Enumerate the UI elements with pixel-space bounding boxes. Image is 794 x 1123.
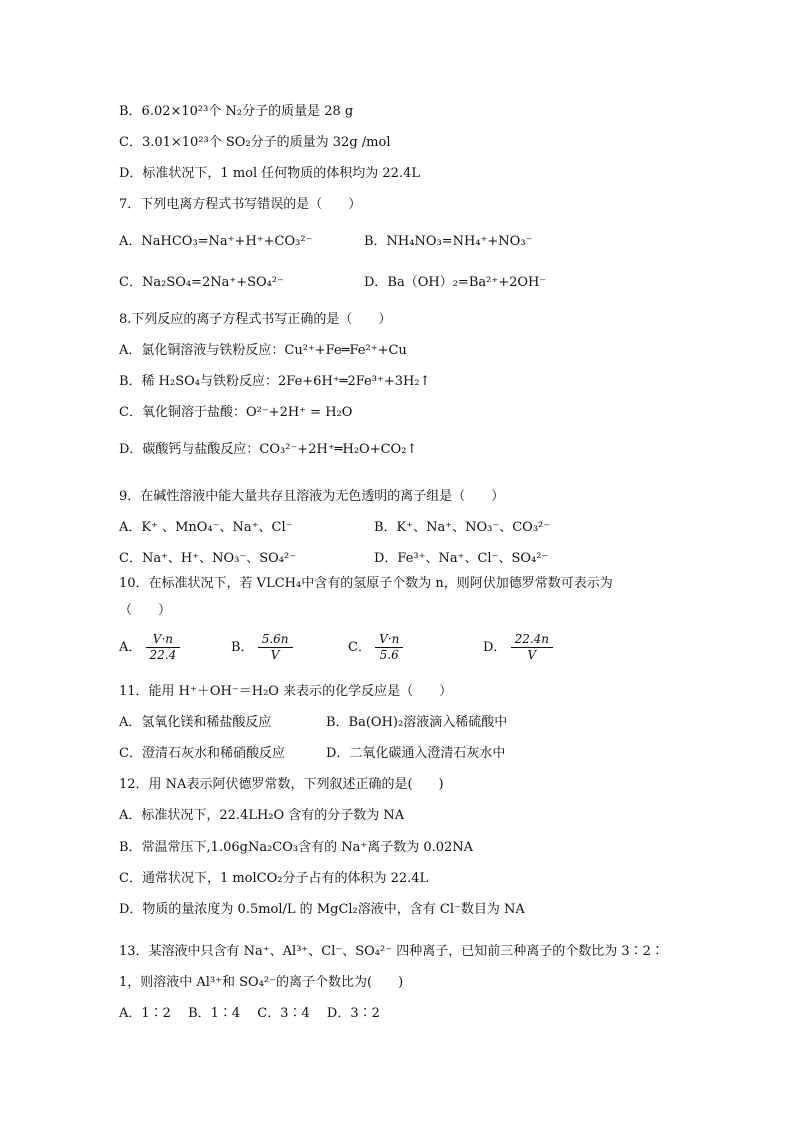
q11-option-d: D．二氧化碳通入澄清石灰水中 bbox=[326, 746, 506, 761]
q9-stem: 9．在碱性溶液中能大量共存且溶液为无色透明的离子组是（ ） bbox=[119, 489, 505, 504]
q8-stem: 8.下列反应的离子方程式书写正确的是（ ） bbox=[119, 312, 392, 327]
q7-option-a: A．NaHCO₃=Na⁺+H⁺+CO₃²⁻ bbox=[119, 234, 313, 249]
q10-option-b-denominator: V bbox=[270, 648, 280, 662]
q7-option-b: B．NH₄NO₃=NH₄⁺+NO₃⁻ bbox=[364, 234, 533, 249]
q10-option-d-fraction bbox=[511, 632, 553, 663]
q8-option-a: A．氯化铜溶液与铁粉反应：Cu²⁺+Fe═Fe²⁺+Cu bbox=[119, 343, 407, 358]
q12-option-c: C．通常状况下，1 molCO₂分子占有的体积为 22.4L bbox=[119, 871, 429, 886]
q7-option-d: D．Ba（OH）₂=Ba²⁺+2OH⁻ bbox=[364, 275, 547, 290]
q10-option-c-fraction bbox=[375, 632, 403, 663]
q11-option-c: C．澄清石灰水和稀硝酸反应 bbox=[119, 746, 285, 761]
q6-option-b: B．6.02×10²³个 N₂分子的质量是 28 g bbox=[119, 104, 354, 119]
q10-option-b-fraction bbox=[258, 632, 293, 663]
q10-option-c bbox=[348, 632, 403, 663]
q10-stem: 10．在标准状况下，若 VLCH₄中含有的氢原子个数为 n，则阿伏加德罗常数可表示为 bbox=[119, 576, 613, 591]
q10-option-a-fraction bbox=[146, 632, 181, 663]
q10-option-b-numerator: 5.6n bbox=[258, 632, 293, 648]
q12-stem: 12．用 NA表示阿伏德罗常数，下列叙述正确的是( ) bbox=[119, 777, 444, 792]
q10-paren: （ ） bbox=[119, 603, 172, 618]
q8-option-d: D．碳酸钙与盐酸反应：CO₃²⁻+2H⁺═H₂O+CO₂↑ bbox=[119, 442, 418, 457]
q10-option-c-label: C． bbox=[348, 640, 371, 655]
q6-option-c: C．3.01×10²³个 SO₂分子的质量为 32g /mol bbox=[119, 135, 391, 150]
q10-option-c-denominator: 5.6 bbox=[379, 648, 399, 662]
q9-option-a: A．K⁺ 、MnO₄⁻、Na⁺、Cl⁻ bbox=[119, 520, 293, 535]
q12-option-a: A．标准状况下，22.4LH₂O 含有的分子数为 NA bbox=[119, 808, 405, 823]
q13-stem-line2: 1，则溶液中 Al³⁺和 SO₄²⁻的离子个数比为( ) bbox=[119, 975, 404, 990]
q8-option-b: B．稀 H₂SO₄与铁粉反应：2Fe+6H⁺═2Fe³⁺+3H₂↑ bbox=[119, 374, 431, 389]
q8-option-c: C．氧化铜溶于盐酸：O²⁻+2H⁺ = H₂O bbox=[119, 405, 353, 420]
q9-option-d: D．Fe³⁺、Na⁺、Cl⁻、SO₄²⁻ bbox=[374, 551, 549, 566]
q10-option-b-label: B． bbox=[231, 640, 254, 655]
q11-stem: 11．能用 H⁺＋OH⁻＝H₂O 来表示的化学反应是（ ） bbox=[119, 684, 453, 699]
q10-option-c-numerator: V·n bbox=[375, 632, 403, 648]
q9-option-b: B．K⁺、Na⁺、NO₃⁻、CO₃²⁻ bbox=[374, 520, 551, 535]
q6-option-d: D．标准状况下，1 mol 任何物质的体积均为 22.4L bbox=[119, 166, 420, 181]
q13-stem-line1: 13．某溶液中只含有 Na⁺、Al³⁺、Cl⁻、SO₄²⁻ 四种离子，已知前三种离子的个数比为 3∶2∶ bbox=[119, 944, 664, 959]
q10-option-d bbox=[483, 632, 553, 663]
q11-option-a: A．氢氧化镁和稀盐酸反应 bbox=[119, 715, 272, 730]
q10-option-a-numerator: V·n bbox=[146, 632, 181, 648]
q11-option-b: B．Ba(OH)₂溶液滴入稀硫酸中 bbox=[326, 715, 508, 730]
q10-option-d-label: D． bbox=[483, 640, 507, 655]
q12-option-d: D．物质的量浓度为 0.5mol/L 的 MgCl₂溶液中，含有 Cl⁻数目为 NA bbox=[119, 902, 525, 917]
q10-option-a-denominator: 22.4 bbox=[149, 648, 177, 662]
q10-option-d-numerator: 22.4n bbox=[511, 632, 553, 648]
q7-stem: 7．下列电离方程式书写错误的是（ ） bbox=[119, 197, 362, 212]
q12-option-b: B．常温常压下,1.06gNa₂CO₃含有的 Na⁺离子数为 0.02NA bbox=[119, 840, 474, 855]
q10-option-a-label: A． bbox=[119, 640, 142, 655]
q9-option-c: C．Na⁺、H⁺、NO₃⁻、SO₄²⁻ bbox=[119, 551, 297, 566]
q10-option-d-denominator: V bbox=[527, 648, 537, 662]
q7-option-c: C．Na₂SO₄=2Na⁺+SO₄²⁻ bbox=[119, 275, 284, 290]
q10-option-b bbox=[231, 632, 293, 663]
q10-option-a bbox=[119, 632, 180, 663]
q13-options: A．1∶2 B．1∶4 C．3∶4 D．3∶2 bbox=[119, 1006, 380, 1021]
